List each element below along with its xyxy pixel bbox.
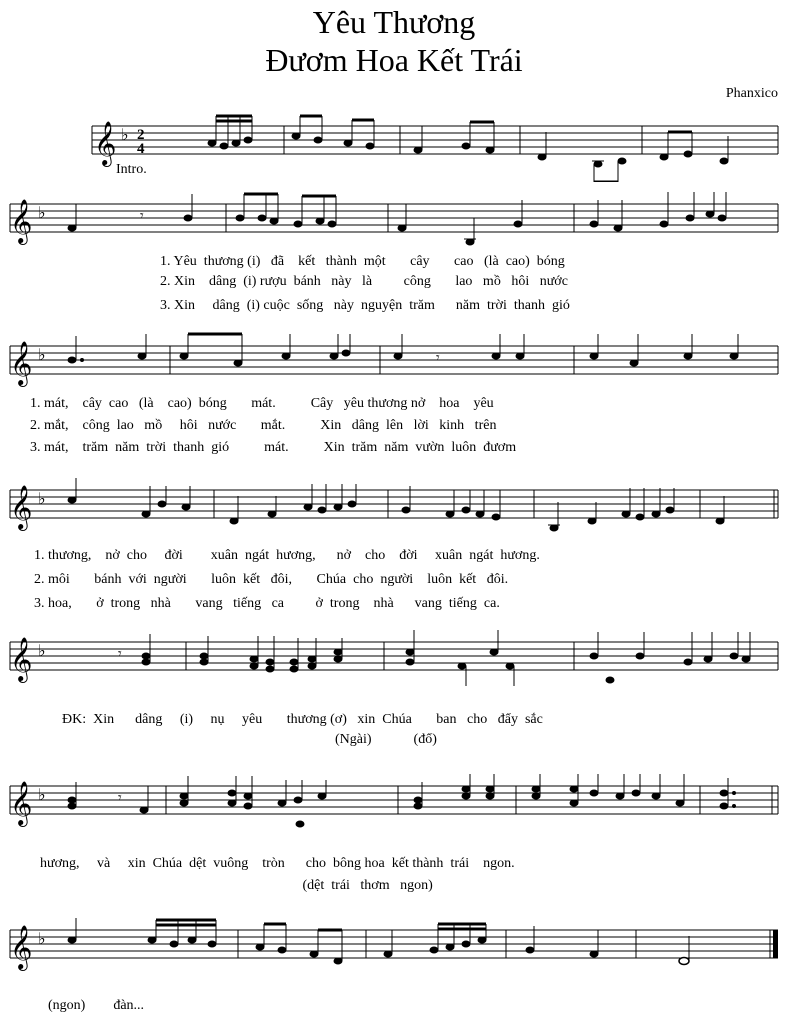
final-barline [773,930,778,958]
staff-system-5 [0,628,788,752]
lyric-line-main: (ngon) đàn... [48,998,145,1013]
time-sig-top: 2 [137,127,145,143]
flat-key-icon: ♭ [38,641,46,660]
composer-name: Phanxico [725,86,778,101]
staff-system-6 [0,772,788,898]
flat-key-icon: ♭ [121,125,129,144]
staff-system-7 [0,916,788,1024]
lyric-line-alt: (Ngài) (đổ) [62,732,437,747]
staff-system-4 [0,476,788,616]
lyric-line-main: hương, và xin Chúa dệt vuông tròn cho bông hoa kết thành trái ngon. [40,856,515,871]
staff-6-svg [0,772,788,836]
eighth-rest-icon: 𝄾 [140,208,144,224]
lyric-line-v2: 2. Xin dâng (i) rượu bánh này là công lao mồ hôi nước [160,274,568,289]
flat-key-icon: ♭ [38,345,46,364]
staff-7-svg [0,916,788,976]
time-sig-bottom: 4 [137,141,145,157]
treble-clef-icon: 𝄞 [10,341,33,385]
lyric-line-v3: 3. Xin dâng (i) cuộc sống này nguyện trăm năm trời thanh gió [160,298,570,313]
treble-clef-icon: 𝄞 [94,121,117,165]
flat-key-icon: ♭ [38,929,46,948]
intro-label: Intro. [116,162,147,177]
lyric-line-alt: (dệt trái thơm ngon) [40,878,433,893]
lyric-line-v1: 1. mát, cây cao (là cao) bóng mát. Cây yêu thương nở hoa yêu [30,396,494,411]
song-title-line1: Yêu Thương [312,4,476,40]
song-title-line2: Đươm Hoa Kết Trái [265,42,523,78]
treble-clef-icon: 𝄞 [10,485,33,529]
treble-clef-icon: 𝄞 [10,637,33,681]
lyric-line-v1: 1. thương, nở cho đời xuân ngát hương, nở cho đời xuân ngát hương. [34,548,540,563]
lyric-line-v2: 2. môi bánh với người luôn kết đôi, Chúa cho người luôn kết đôi. [34,572,509,587]
staff-system-3 [0,332,788,460]
lyric-line-v3: 3. hoa, ở trong nhà vang tiếng ca ở trong nhà vang tiếng ca. [34,596,500,611]
treble-clef-icon: 𝄞 [10,925,33,969]
eighth-rest-icon: 𝄾 [436,350,440,366]
staff-5-svg [0,628,788,692]
staff-4-svg [0,476,788,536]
staff-2-svg [0,190,788,246]
lyric-line-v2: 2. mắt, công lao mồ hôi nước mắt. Xin dâng lên lời kinh trên [30,418,497,433]
eighth-rest-icon: 𝄾 [118,790,122,806]
lyric-line-v1: 1. Yêu thương (i) đã kết thành một cây cao (là cao) bóng [160,254,565,269]
staff-3-svg [0,332,788,388]
flat-key-icon: ♭ [38,203,46,222]
flat-key-icon: ♭ [38,785,46,804]
flat-key-icon: ♭ [38,489,46,508]
staff-system-2 [0,190,788,318]
treble-clef-icon: 𝄞 [10,781,33,825]
lyric-line-v3: 3. mát, trăm năm trời thanh gió mát. Xin trăm năm vườn luôn đươm [30,440,517,455]
lyric-line-main: ĐK: Xin dâng (i) nụ yêu thương (ơ) xin Chúa ban cho đẩy sắc [62,712,543,727]
treble-clef-icon: 𝄞 [10,199,33,243]
eighth-rest-icon: 𝄾 [118,646,122,662]
staff-system-1 [0,112,788,182]
